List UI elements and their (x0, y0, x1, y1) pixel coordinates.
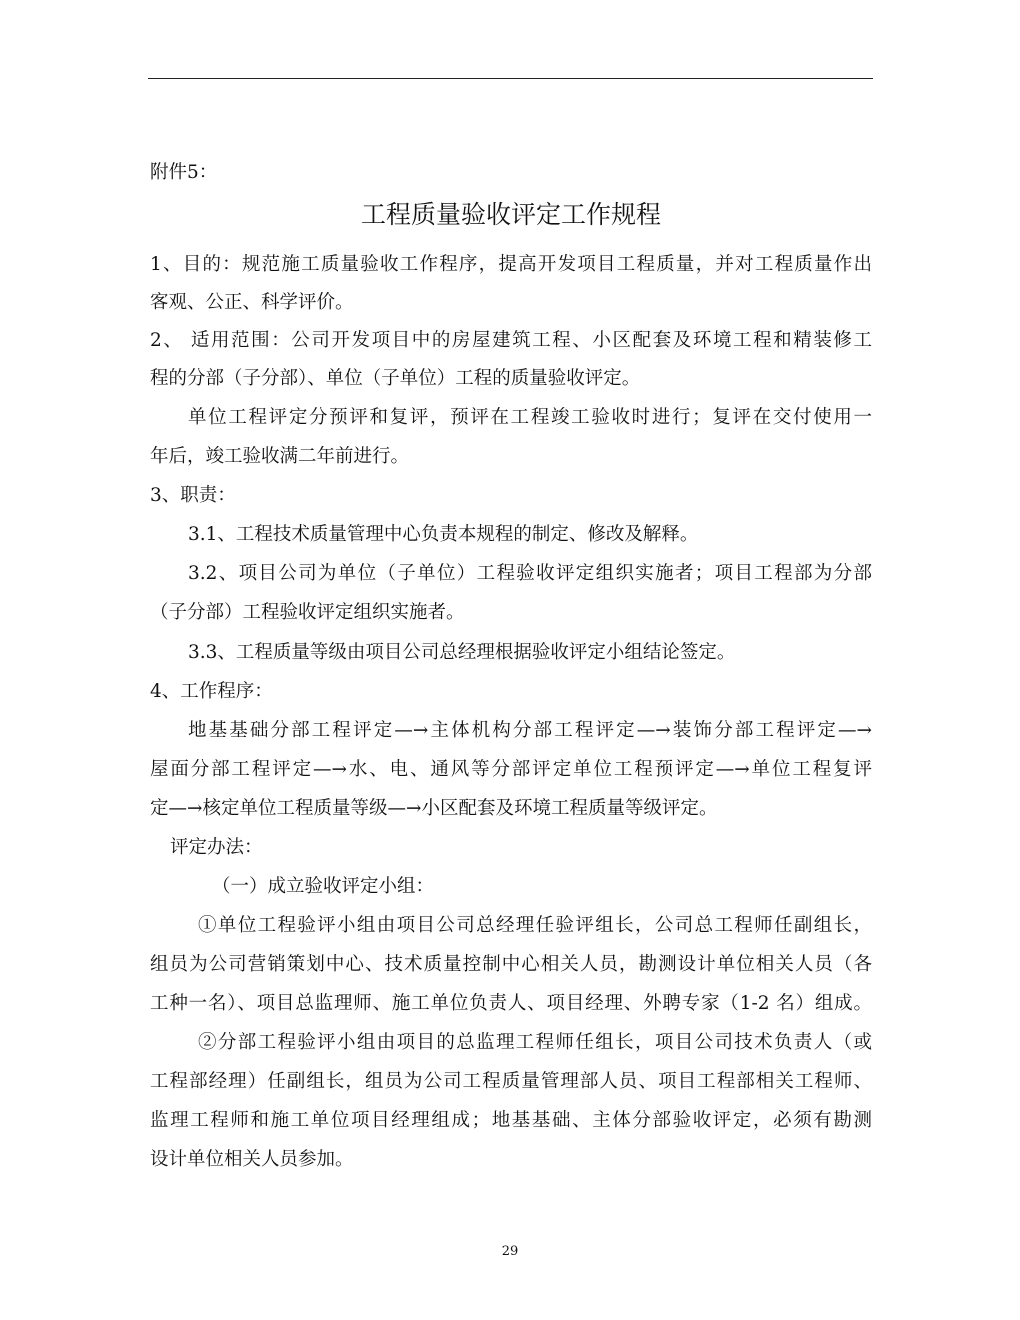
paragraph-line: 程的分部（子分部）、单位（子单位）工程的质量验收评定。 (150, 368, 641, 389)
attachment-label: 附件5： (150, 162, 218, 183)
paragraph-line: 单位工程评定分预评和复评，预评在工程竣工验收时进行；复评在交付使用一 (188, 407, 872, 428)
paragraph-line: 设计单位相关人员参加。 (150, 1149, 354, 1170)
paragraph-line: 年后，竣工验收满二年前进行。 (150, 446, 410, 467)
paragraph-line: 工程部经理）任副组长，组员为公司工程质量管理部人员、项目工程部相关工程师、 (150, 1071, 872, 1092)
paragraph-line: ②分部工程验评小组由项目的总监理工程师任组长，项目公司技术负责人（或 (198, 1032, 872, 1053)
paragraph-line: 3.3、工程质量等级由项目公司总经理根据验收评定小组结论签定。 (188, 642, 736, 663)
subsection-heading: 评定办法： (170, 837, 263, 858)
section-heading: 4、工作程序： (150, 681, 273, 702)
section-heading: 3、职责： (150, 485, 236, 506)
paragraph-line: 定—→核定单位工程质量等级—→小区配套及环境工程质量等级评定。 (150, 798, 718, 819)
paragraph-line: 屋面分部工程评定—→水、电、通风等分部评定单位工程预评定—→单位工程复评 (150, 759, 872, 780)
subsection-heading: （一）成立验收评定小组： (212, 876, 435, 897)
page-number: 29 (501, 1244, 519, 1259)
paragraph-line: 地基基础分部工程评定—→主体机构分部工程评定—→装饰分部工程评定—→ (188, 720, 872, 741)
paragraph-line: 组员为公司营销策划中心、技术质量控制中心相关人员，勘测设计单位相关人员（各 (150, 954, 872, 975)
paragraph-line: 3.2、项目公司为单位（子单位）工程验收评定组织实施者；项目工程部为分部 (188, 563, 872, 584)
paragraph-line: 2、 适用范围：公司开发项目中的房屋建筑工程、小区配套及环境工程和精装修工 (150, 330, 872, 351)
document-title: 工程质量验收评定工作规程 (360, 200, 661, 229)
header-rule (148, 78, 873, 79)
paragraph-line: ①单位工程验评小组由项目公司总经理任验评组长，公司总工程师任副组长， (198, 915, 872, 936)
paragraph-line: 监理工程师和施工单位项目经理组成；地基基础、主体分部验收评定，必须有勘测 (150, 1110, 872, 1131)
paragraph-line: 工种一名）、项目总监理师、施工单位负责人、项目经理、外聘专家（1-2 名）组成。 (150, 993, 872, 1014)
paragraph-line: 客观、公正、科学评价。 (150, 292, 354, 313)
paragraph-line: （子分部）工程验收评定组织实施者。 (150, 602, 465, 623)
paragraph-line: 3.1、工程技术质量管理中心负责本规程的制定、修改及解释。 (188, 524, 699, 545)
paragraph-line: 1、目的：规范施工质量验收工作程序，提高开发项目工程质量，并对工程质量作出 (150, 254, 872, 275)
